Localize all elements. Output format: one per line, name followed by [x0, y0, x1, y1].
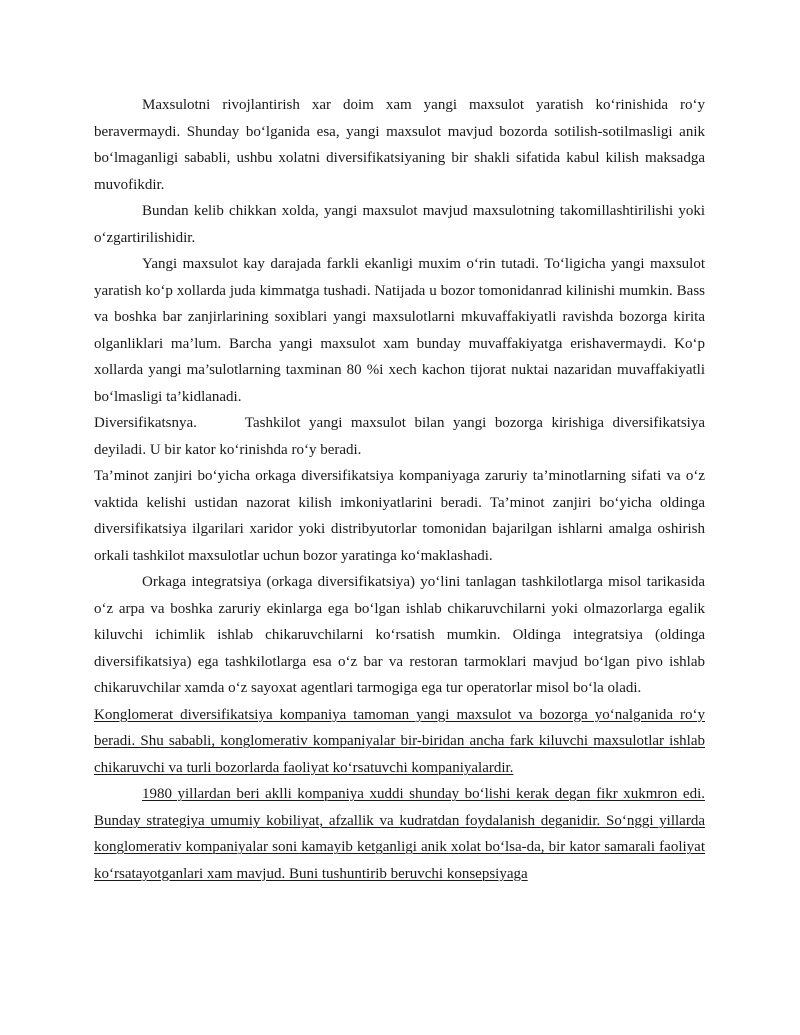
diversification-text: Tashkilot yangi maxsulot bilan yangi bozorga kirishiga diversifikatsiya deyiladi. U bir kator ko‘rinishda ro‘y beradi.: [94, 415, 705, 458]
paragraph-product-development: Maxsulotni rivojlantirish xar doim xam yangi maxsulot yaratish ko‘rinishida ro‘y beravermaydi. Shunday bo‘lganida esa, yangi maxsulot mavjud bozorda sotilish-sotilmasligi anik bo‘lmaganligi sababli, ushbu xolatni diversifikatsiyaning bir shakli sifatida kabul kilish maksadga muvofikdir.: [94, 97, 705, 193]
paragraph-new-product-difference: Yangi maxsulot kay darajada farkli ekanligi muxim o‘rin tutadi. To‘ligicha yangi maxsulot yaratish ko‘p xollarda juda kimmatga tushadi. Natijada u bozor tomonidanrad kilinishi mumkin. Bass va boshka bar zanjirlarining soxiblari yangi maxsulotlarni mkuvaffakiyatli ravishda bozorga kirita olganliklari ma’lum. Barcha yangi maxsulot xam bunday muvaffakiyatga erishavermaydi. Ko‘p xollarda yangi ma’sulotlarning taxminan 80 %i xech kachon tijorat nuktai nazaridan muvaffakiyatli bo‘lmasligi ta’kidlanadi.: [94, 256, 705, 405]
document-page: [94, 92, 705, 887]
diversification-term: Diversifikatsnya.: [94, 415, 197, 431]
paragraph-integration-examples: Orkaga integratsiya (orkaga diversifikatsiya) yo‘lini tanlagan tashkilotlarga misol tarikasida o‘z arpa va boshka zaruriy ekinlarga ega bo‘lgan ishlab chikaruvchilarni yoki olmazorlarga egalik kiluvchi ichimlik ishlab chikaruvchilarni ko‘rsatish mumkin. Oldinga integratsiya (oldinga diversifikatsiya) ega tashkilotlarga esa o‘z bar va restoran tarmoklari mavjud bo‘lgan pivo ishlab chikaruvchilar xamda o‘z sayoxat agentlari tarmogiga ega tur operatorlar misol bo‘la oladi.: [94, 574, 705, 696]
paragraph-conglomerate-diversification: Konglomerat diversifikatsiya kompaniya tamoman yangi maxsulot va bozorga yo‘nalganida ro‘y beradi. Shu sababli, konglomerativ kompaniyalar bir-biridan ancha fark kiluvchi maxsulotlar ishlab chikaruvchi va turli bozorlarda faoliyat ko‘rsatuvchi kompaniyalardir.: [94, 706, 705, 776]
paragraph-new-product-definition: Bundan kelib chikkan xolda, yangi maxsulot mavjud maxsulotning takomillashtirilishi yoki o‘zgartirilishidir.: [94, 203, 705, 246]
paragraph-since-1980: 1980 yillardan beri aklli kompaniya xuddi shunday bo‘lishi kerak degan fikr xukmron edi. Bunday strategiya umumiy kobiliyat, afzallik va kudratdan foydalanish deganidir. So‘nggi yillarda konglomerativ kompaniyalar soni kamayib ketganligi anik xolat bo‘lsa-da, bir kator samarali faoliyat ko‘rsatayotganlari xam mavjud. Buni tushuntirib beruvchi konsepsiyaga: [94, 786, 705, 882]
paragraph-supply-chain: Ta’minot zanjiri bo‘yicha orkaga diversifikatsiya kompaniyaga zaruriy ta’minotlarning sifati va o‘z vaktida kelishi ustidan nazorat kilish imkoniyatlarini beradi. Ta’minot zanjiri bo‘yicha oldinga diversifikatsiya ilgarilari xaridor yoki distribyutorlar tomonidan bajarilgan ishlarni amalga oshirish orkali tashkilot maxsulotlar uchun bozor yaratinga ko‘maklashadi.: [94, 468, 705, 564]
paragraph-diversification-definition: [94, 410, 705, 463]
